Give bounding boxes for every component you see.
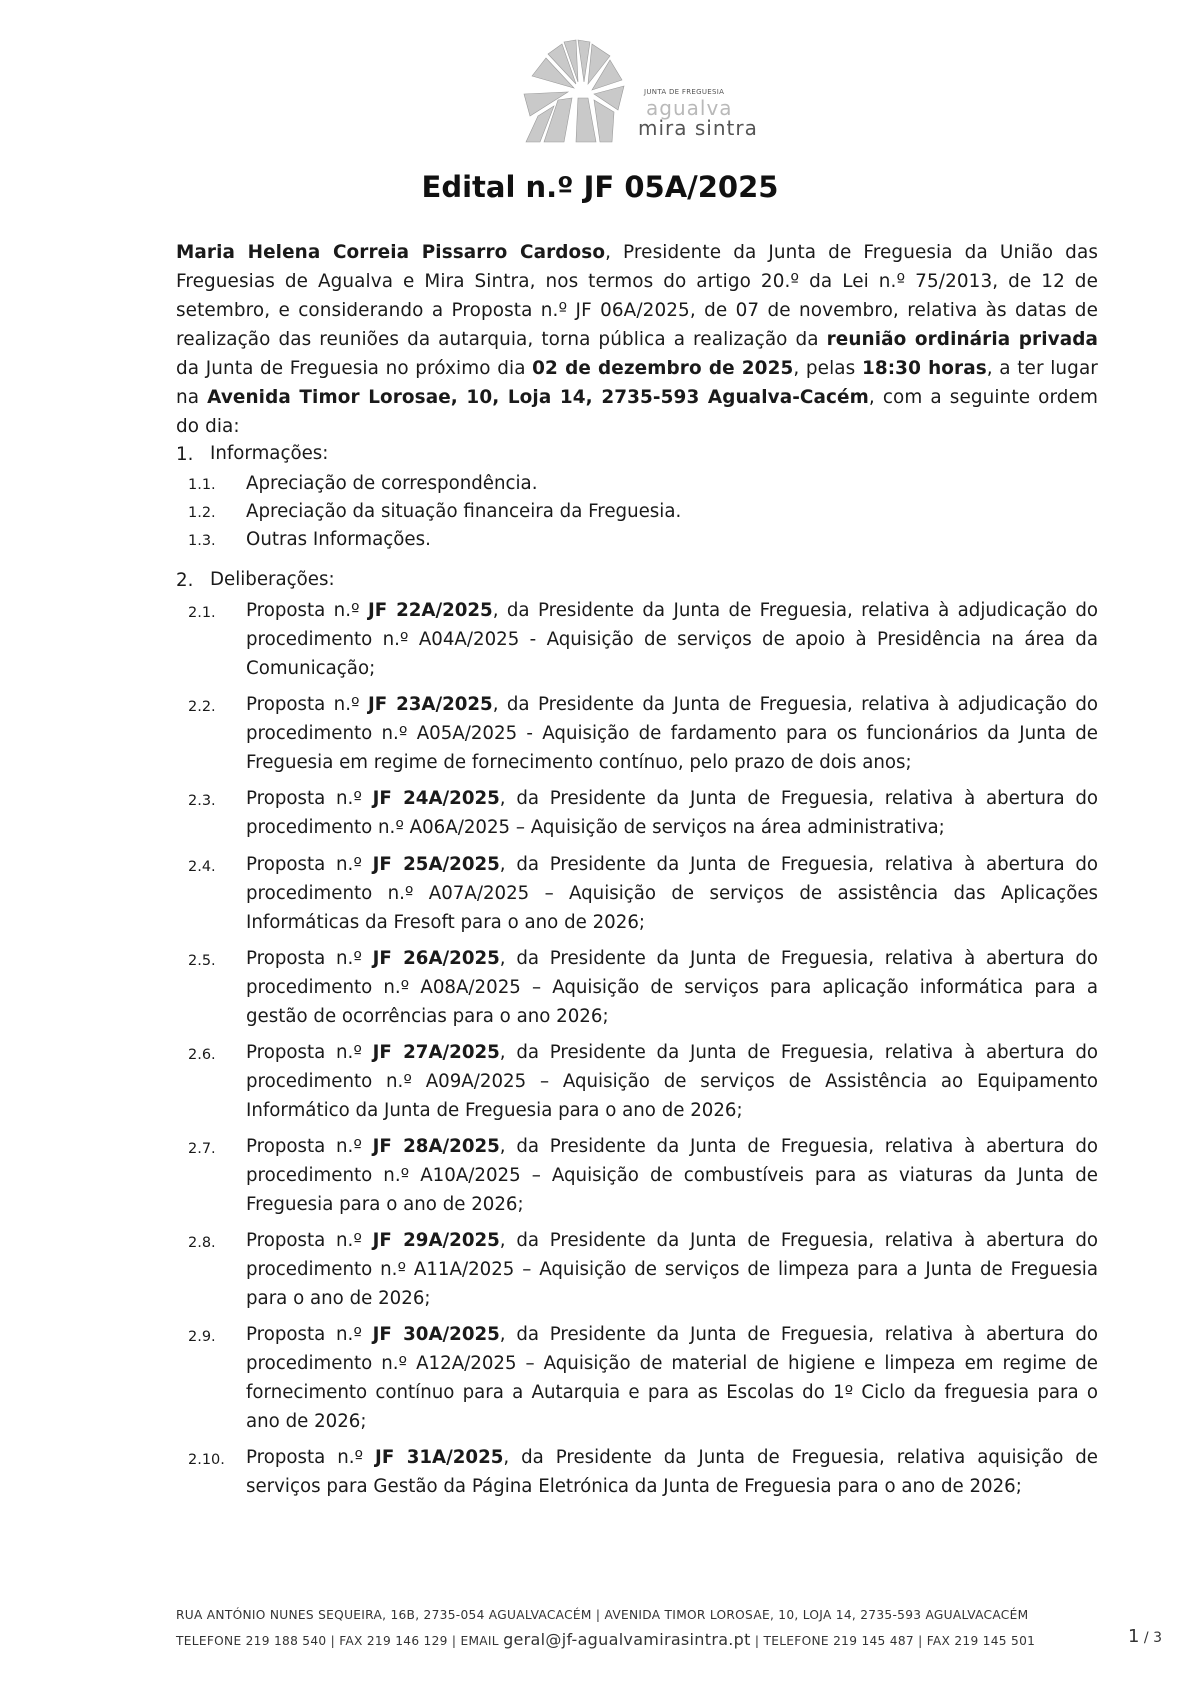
proposal-prefix: Proposta n.º <box>246 854 373 875</box>
subitem-number: 2.2. <box>188 699 216 715</box>
logo-text-mira-sintra: mira sintra <box>638 116 758 140</box>
proposal-prefix: Proposta n.º <box>246 600 368 621</box>
proposal-text: , da Presidente da Junta de Freguesia, relativa à abertura do procedimento n.º A11A/2025 – Aquisição de serviços de limpeza para a Junta de Freguesia para o ano de 2026; <box>246 1230 1099 1309</box>
logo-emblem-icon <box>518 36 638 148</box>
proposal-prefix: Proposta n.º <box>246 1136 373 1157</box>
agenda-subitem <box>246 944 1098 1031</box>
proposal-prefix: Proposta n.º <box>246 788 373 809</box>
intro-bold-run: reunião ordinária privada <box>826 329 1098 350</box>
agenda-subitem <box>246 1443 1098 1501</box>
proposal-text: , da Presidente da Junta de Freguesia, relativa à abertura do procedimento n.º A09A/2025 – Aquisição de serviços de Assistência ao Equipamento Informático da Junta de Freguesia para o ano de 2026; <box>246 1042 1099 1121</box>
footer-phones-a: TELEFONE 219 188 540 | FAX 219 146 129 | EMAIL <box>176 1634 504 1648</box>
footer-phones-b: | TELEFONE 219 145 487 | FAX 219 145 501 <box>750 1634 1036 1648</box>
document-title: Edital n.º JF 05A/2025 <box>421 170 779 204</box>
subitem-number: 2.1. <box>188 605 216 621</box>
subitem-number: 2.5. <box>188 953 216 969</box>
proposal-text: , da Presidente da Junta de Freguesia, relativa à abertura do procedimento n.º A06A/2025 – Aquisição de serviços na área administrativa; <box>246 788 1099 838</box>
subitem-number: 2.10. <box>188 1452 225 1468</box>
proposal-reference: JF 31A/2025 <box>375 1447 504 1468</box>
footer-contacts <box>176 1630 1156 1649</box>
intro-paragraph <box>176 238 1098 441</box>
logo <box>518 36 758 148</box>
proposal-reference: JF 25A/2025 <box>372 854 500 875</box>
proposal-prefix: Proposta n.º <box>246 1447 376 1468</box>
subitem-number: 1.3. <box>188 533 216 549</box>
proposal-reference: JF 22A/2025 <box>367 600 493 621</box>
intro-bold-run: Maria Helena Correia Pissarro Cardoso <box>176 242 606 263</box>
proposal-text: , da Presidente da Junta de Freguesia, relativa à abertura do procedimento n.º A07A/2025 – Aquisição de serviços de assistência das Aplicações Informáticas da Fresoft para o ano de 2026; <box>246 854 1099 933</box>
subitem-text: Outras Informações. <box>246 529 431 550</box>
agenda-subitem <box>246 1038 1098 1125</box>
section-number: 1. <box>176 444 194 465</box>
logo-small-text: JUNTA DE FREGUESIA <box>644 88 725 96</box>
footer-addresses: RUA ANTÓNIO NUNES SEQUEIRA, 16B, 2735-054 AGUALVACACÉM | AVENIDA TIMOR LOROSAE, 10, LOJA 14, 2735-593 AGUALVACACÉM <box>176 1608 1029 1622</box>
page-total: 3 <box>1153 1630 1162 1646</box>
proposal-prefix: Proposta n.º <box>246 694 368 715</box>
intro-text-run: , Presidente da Junta de Freguesia da União das Freguesias de Agualva e Mira Sintra, nos termos do artigo 20.º da Lei n.º 75/2013, de 12 de setembro, e considerando a Proposta n.º JF 06A/2025, de 07 de novembro, relativa às datas de realização das reuniões da autarquia, torna pública a realização da <box>176 242 1099 350</box>
agenda-subitem <box>246 690 1098 777</box>
agenda-subitem <box>246 1320 1098 1436</box>
page-separator: / <box>1139 1630 1154 1646</box>
agenda-subitem <box>246 596 1098 683</box>
intro-text-run: , a ter lugar na <box>176 358 1098 408</box>
subitem-number: 2.6. <box>188 1047 216 1063</box>
intro-text-run: , pelas <box>793 358 862 379</box>
proposal-text: , da Presidente da Junta de Freguesia, relativa à abertura do procedimento n.º A12A/2025 – Aquisição de material de higiene e limpeza em regime de fornecimento contínuo para a Autarquia e para as Escolas do 1º Ciclo da freguesia para o ano de 2026; <box>246 1324 1099 1432</box>
subitem-number: 2.9. <box>188 1329 216 1345</box>
page-number <box>1128 1626 1162 1647</box>
proposal-reference: JF 23A/2025 <box>367 694 493 715</box>
intro-bold-run: 02 de dezembro de 2025 <box>532 358 794 379</box>
subitem-number: 2.8. <box>188 1235 216 1251</box>
proposal-prefix: Proposta n.º <box>246 1230 373 1251</box>
agenda-subitem <box>246 1132 1098 1219</box>
proposal-reference: JF 26A/2025 <box>372 948 500 969</box>
proposal-prefix: Proposta n.º <box>246 1042 373 1063</box>
subitem-text: Apreciação da situação financeira da Freguesia. <box>246 501 682 522</box>
subitem-number: 2.4. <box>188 859 216 875</box>
agenda-subitem <box>246 784 1098 842</box>
proposal-reference: JF 30A/2025 <box>372 1324 500 1345</box>
section-label: Informações: <box>210 443 329 464</box>
footer-email: geral@jf-agualvamirasintra.pt <box>503 1630 751 1649</box>
proposal-reference: JF 29A/2025 <box>372 1230 500 1251</box>
page-current: 1 <box>1128 1626 1140 1647</box>
intro-bold-run: Avenida Timor Lorosae, 10, Loja 14, 2735-593 Agualva-Cacém <box>207 387 869 408</box>
intro-text-run: da Junta de Freguesia no próximo dia <box>176 358 533 379</box>
proposal-reference: JF 24A/2025 <box>372 788 500 809</box>
intro-text-run: , com a seguinte ordem do dia: <box>176 387 1099 437</box>
subitem-number: 1.2. <box>188 505 216 521</box>
subitem-number: 1.1. <box>188 477 216 493</box>
proposal-text: , da Presidente da Junta de Freguesia, relativa aquisição de serviços para Gestão da Página Eletrónica da Junta de Freguesia para o ano de 2026; <box>246 1447 1098 1497</box>
proposal-reference: JF 27A/2025 <box>372 1042 500 1063</box>
proposal-text: , da Presidente da Junta de Freguesia, relativa à abertura do procedimento n.º A10A/2025 – Aquisição de combustíveis para as viaturas da Junta de Freguesia para o ano de 2026; <box>246 1136 1099 1215</box>
subitem-number: 2.7. <box>188 1141 216 1157</box>
logo-text-agualva: agualva <box>646 96 733 120</box>
agenda-subitem <box>246 850 1098 937</box>
intro-bold-run: 18:30 horas <box>861 358 987 379</box>
proposal-prefix: Proposta n.º <box>246 948 373 969</box>
section-label: Deliberações: <box>210 569 335 590</box>
subitem-text: Apreciação de correspondência. <box>246 473 538 494</box>
proposal-text: , da Presidente da Junta de Freguesia, relativa à adjudicação do procedimento n.º A05A/2025 - Aquisição de fardamento para os funcionários da Junta de Freguesia em regime de fornecimento contínuo, pelo prazo de dois anos; <box>246 694 1098 773</box>
subitem-number: 2.3. <box>188 793 216 809</box>
agenda-subitem <box>246 1226 1098 1313</box>
proposal-reference: JF 28A/2025 <box>372 1136 500 1157</box>
proposal-prefix: Proposta n.º <box>246 1324 373 1345</box>
section-number: 2. <box>176 570 194 591</box>
proposal-text: , da Presidente da Junta de Freguesia, relativa à adjudicação do procedimento n.º A04A/2025 - Aquisição de serviços de apoio à Presidência na área da Comunicação; <box>246 600 1098 679</box>
proposal-text: , da Presidente da Junta de Freguesia, relativa à abertura do procedimento n.º A08A/2025 – Aquisição de serviços para aplicação informática para a gestão de ocorrências para o ano 2026; <box>246 948 1099 1027</box>
